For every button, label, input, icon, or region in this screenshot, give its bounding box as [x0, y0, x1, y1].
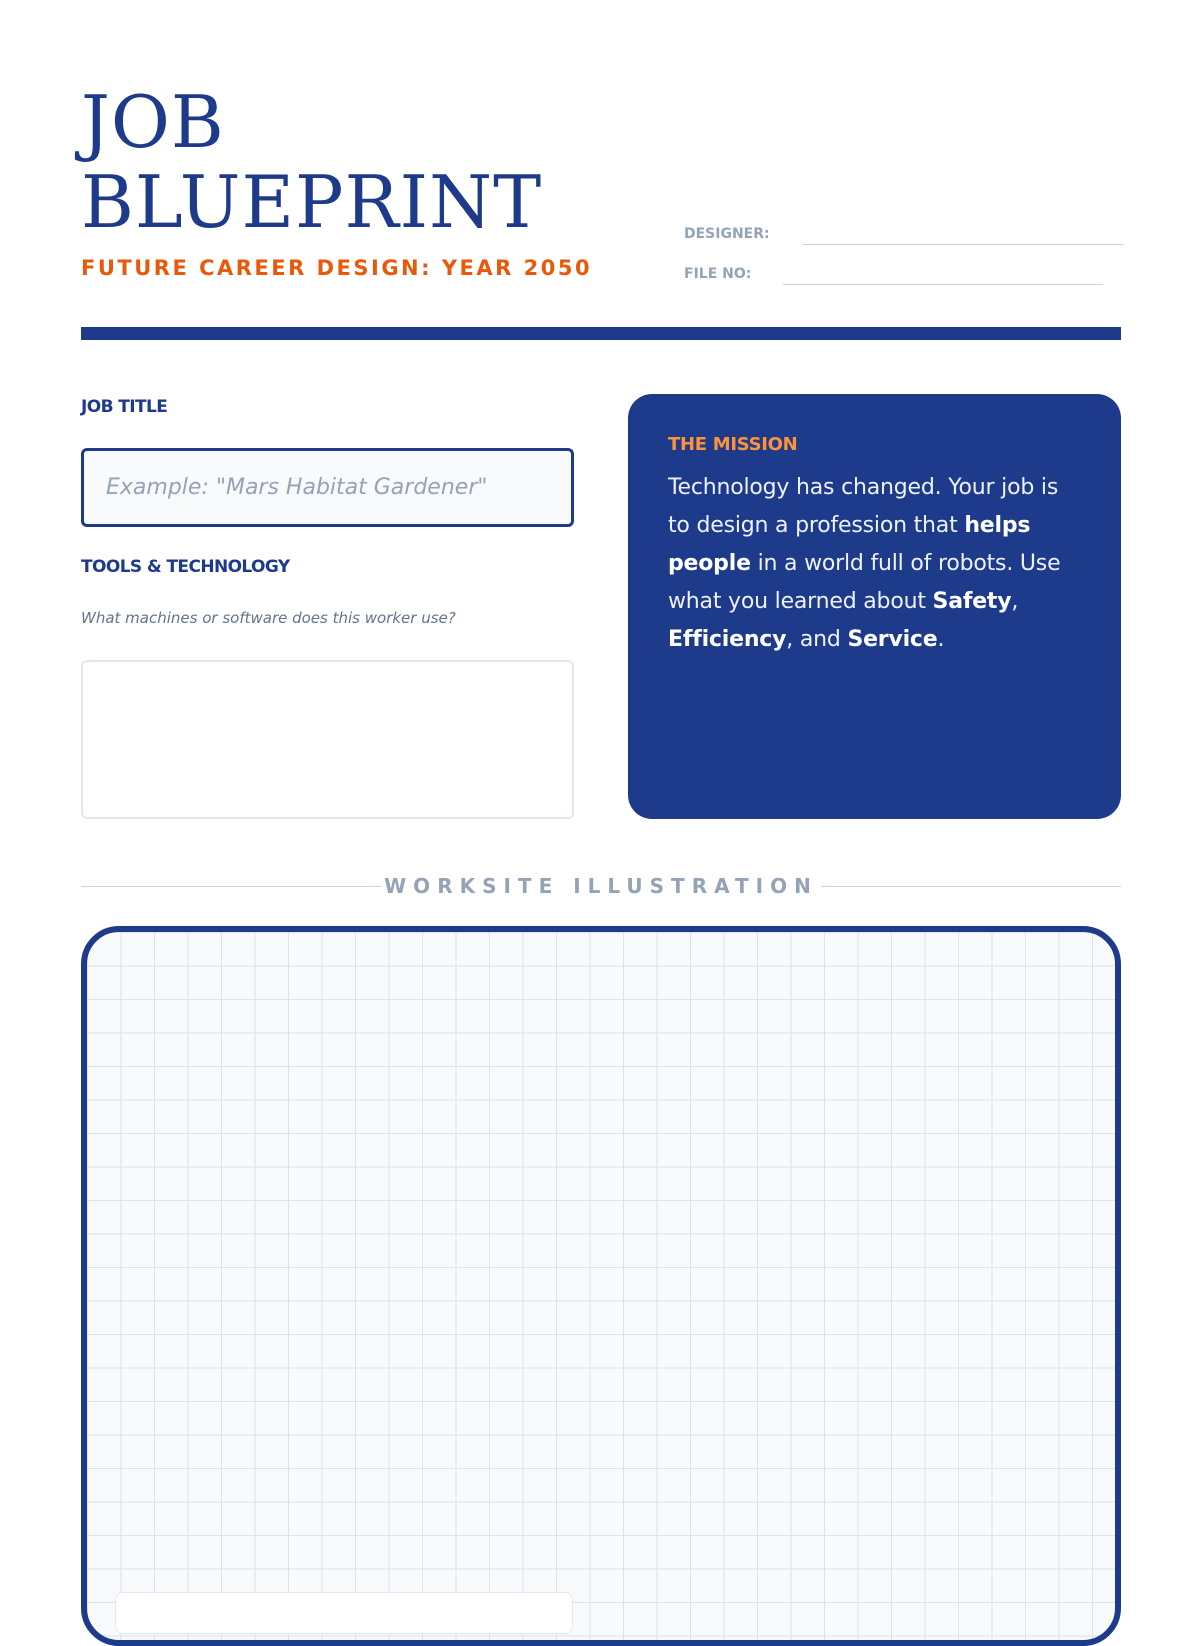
- header-divider: [81, 327, 1121, 340]
- mission-emphasis-efficiency: Efficiency: [668, 627, 787, 652]
- tools-helper-text: What machines or software does this worker use?: [81, 609, 456, 627]
- designer-label: DESIGNER:: [684, 226, 770, 242]
- job-title-input[interactable]: [81, 448, 574, 527]
- mission-text-part: Technology has changed. Your job is to design a profession that: [668, 475, 1059, 538]
- file-no-label: FILE NO:: [684, 266, 752, 282]
- job-title-label: JOB TITLE: [81, 397, 168, 417]
- designer-line[interactable]: [803, 244, 1124, 245]
- mission-text-part: , and: [786, 627, 848, 652]
- mission-text: [668, 469, 1081, 659]
- page-title-line-2: BLUEPRINT: [81, 160, 543, 244]
- mission-text-part: ,: [1011, 589, 1019, 614]
- page-title: [81, 82, 542, 242]
- mission-text-part: .: [937, 627, 945, 652]
- worksite-drawing-area[interactable]: [81, 926, 1121, 1646]
- worksite-divider-left: [81, 886, 381, 887]
- file-no-row: [684, 262, 751, 282]
- drawing-caption-box[interactable]: [115, 1592, 573, 1634]
- mission-heading: THE MISSION: [668, 434, 798, 455]
- mission-text-part: in a world full of robots. Use what you learned about: [668, 551, 1061, 614]
- page-subtitle: FUTURE CAREER DESIGN: YEAR 2050: [81, 256, 593, 280]
- tools-technology-label: TOOLS & TECHNOLOGY: [81, 557, 290, 577]
- mission-emphasis-service: Service: [847, 627, 938, 652]
- page-title-line-1: JOB: [81, 80, 225, 164]
- worksite-divider-right: [821, 886, 1121, 887]
- tools-technology-field[interactable]: [81, 660, 574, 819]
- designer-row: [684, 222, 770, 242]
- file-no-line[interactable]: [783, 284, 1103, 285]
- worksite-illustration-title: WORKSITE ILLUSTRATION: [384, 874, 818, 898]
- mission-emphasis-safety: Safety: [932, 589, 1012, 614]
- mission-emphasis-helps-people: helps people: [668, 513, 1031, 576]
- mission-card: [628, 394, 1121, 819]
